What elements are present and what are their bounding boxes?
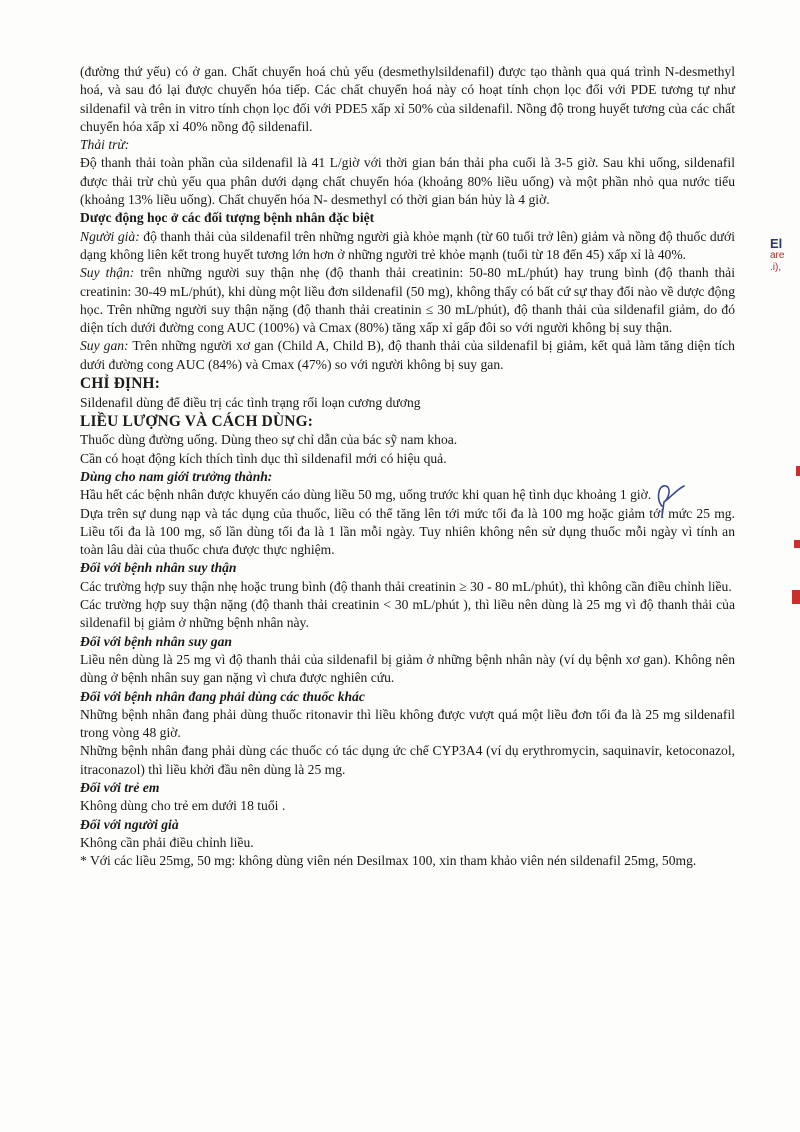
paragraph: Dựa trên sự dung nạp và tác dụng của thuốc, liều có thể tăng lên tới mức tối đa là 100 mg hoặc giảm tới mức 25 mg. Liều tối đa là 100 mg, số lần dùng tối đa là 1 lần mỗi ngày. Tuy nhiên không nên sử dụng thuốc mỗi ngày vì tính an toàn lâu dài của thuốc chưa được thực nghiệm. <box>80 505 735 558</box>
stamp-edge-mark <box>796 466 800 476</box>
subheading: Đối với người già <box>80 816 179 832</box>
subheading: Đối với bệnh nhân suy thận <box>80 560 237 576</box>
paragraph-text: Trên những người xơ gan (Child A, Child B), độ thanh thải của sildenafil bị giảm, kết quả làm tăng diện tích dưới đường cong AUC (84%) và Cmax (47%) so với người không bị suy gan. <box>80 338 735 372</box>
paragraph-lead: Suy thận: <box>80 265 135 281</box>
adjacent-page-fragment <box>770 238 800 274</box>
edge-text-3: .i), <box>770 262 782 273</box>
paragraph: Sildenafil dùng để điều trị các tình trạng rối loạn cương dương <box>80 394 421 410</box>
subheading: Thải trừ: <box>80 137 130 153</box>
edge-text-1: El <box>770 236 783 251</box>
paragraph: Các trường hợp suy thận nặng (độ thanh thải creatinin < 30 mL/phút ), thì liều nên dùng là 25 mg vì độ thanh thải của sildenafil bị giảm ở những bệnh nhân này. <box>80 597 735 631</box>
paragraph: Không cần phải điều chỉnh liều. <box>80 834 254 850</box>
paragraph: (đường thứ yếu) có ở gan. Chất chuyển hoá chủ yếu (desmethylsildenafil) được tạo thành qua quá trình N-desmethyl hoá, và sau đó lại được chuyển hóa tiếp. Các chất chuyển hoá này có hoạt tính chọn lọc đối với PDE tương tự như sildenafil và trên in vitro tính chọn lọc đối với PDE5 xấp xỉ 50% của sildenafil. Nồng độ trong huyết tương của các chất chuyển hóa xấp xỉ 40% nồng độ sildenafil. <box>80 64 735 134</box>
paragraph: Những bệnh nhân đang phải dùng thuốc ritonavir thì liều không được vượt quá một liều đơn tối đa là 25 mg sildenafil trong vòng 48 giờ. <box>80 706 735 741</box>
stamp-edge-mark <box>792 590 800 604</box>
paragraph: * Với các liều 25mg, 50 mg: không dùng viên nén Desilmax 100, xin tham khảo viên nén sildenafil 25mg, 50mg. <box>80 853 697 869</box>
paragraph <box>80 228 735 265</box>
section-subheading: Dược động học ở các đối tượng bệnh nhân đặc biệt <box>80 210 375 226</box>
section-heading: LIỀU LƯỢNG VÀ CÁCH DÙNG: <box>80 412 314 430</box>
paragraph: Thuốc dùng đường uống. Dùng theo sự chỉ dẫn của bác sỹ nam khoa. <box>80 432 458 448</box>
stamp-edge-mark <box>794 540 800 548</box>
paragraph-lead: Suy gan: <box>80 338 129 354</box>
paragraph <box>80 264 735 337</box>
subheading: Đối với trẻ em <box>80 779 160 795</box>
paragraph: Độ thanh thải toàn phần của sildenafil là 41 L/giờ với thời gian bán thải pha cuối là 3-5 giờ. Sau khi uống, sildenafil được thải trừ chủ yếu qua phân dưới dạng chất chuyển hóa (khoảng 80% liều uống) và một phần nhỏ qua nước tiểu (khoảng 13% liều uống). Chất chuyển hóa N- desmethyl có thời gian bán hủy là 4 giờ. <box>80 155 735 208</box>
paragraph: Hầu hết các bệnh nhân được khuyến cáo dùng liều 50 mg, uống trước khi quan hệ tình dục khoảng 1 giờ. <box>80 487 652 503</box>
paragraph-text: độ thanh thải của sildenafil trên những người già khỏe mạnh (từ 60 tuổi trở lên) giảm và nồng độ thuốc dưới dạng không liên kết trong huyết tương lớn hơn ở những người trẻ khỏe mạnh (tuổi từ 18 đến 45) xấp xỉ là 40%. <box>80 228 736 262</box>
paragraph-text: trên những người suy thận nhẹ (độ thanh thải creatinin: 50-80 mL/phút) hay trung bình (độ thanh thải creatinin: 30-49 mL/phút), khi dùng một liều đơn sildenafil (50 mg), không thấy có bất cứ sự thay đổi nào về dược động học. Trên những người suy thận nặng (độ thanh thải creatinin ≤ 30 mL/phút), độ thanh thải của sildenafil giảm, do đó diện tích dưới đường cong AUC (100%) và Cmax (80%) tăng xấp xỉ gấp đôi so với người không bị suy thận. <box>80 265 735 336</box>
subheading: Dùng cho nam giới trưởng thành: <box>80 468 273 484</box>
signature-mark <box>648 478 688 518</box>
subheading: Đối với bệnh nhân đang phải dùng các thuốc khác <box>80 688 365 704</box>
edge-text-2: are <box>770 250 785 261</box>
section-heading: CHỈ ĐỊNH: <box>80 375 161 393</box>
paragraph: Không dùng cho trẻ em dưới 18 tuổi . <box>80 798 286 814</box>
paragraph: Liều nên dùng là 25 mg vì độ thanh thải của sildenafil bị giảm ở những bệnh nhân này (ví dụ bệnh xơ gan). Không nên dùng ở bệnh nhân suy gan nặng vì chưa được nghiên cứu. <box>80 651 735 686</box>
paragraph-lead: Người già: <box>80 228 140 244</box>
paragraph: Cần có hoạt động kích thích tình dục thì sildenafil mới có hiệu quả. <box>80 450 447 466</box>
paragraph: Các trường hợp suy thận nhẹ hoặc trung bình (độ thanh thải creatinin ≥ 30 - 80 mL/phút), thì không cần điều chỉnh liều. <box>80 578 732 594</box>
document-body <box>80 63 735 870</box>
subheading: Đối với bệnh nhân suy gan <box>80 633 232 649</box>
paragraph: Những bệnh nhân đang phải dùng các thuốc có tác dụng ức chế CYP3A4 (ví dụ erythromycin, saquinavir, ketoconazol, itraconazol) thì liều khởi đầu nên dùng là 25 mg. <box>80 743 735 777</box>
paragraph <box>80 337 735 374</box>
